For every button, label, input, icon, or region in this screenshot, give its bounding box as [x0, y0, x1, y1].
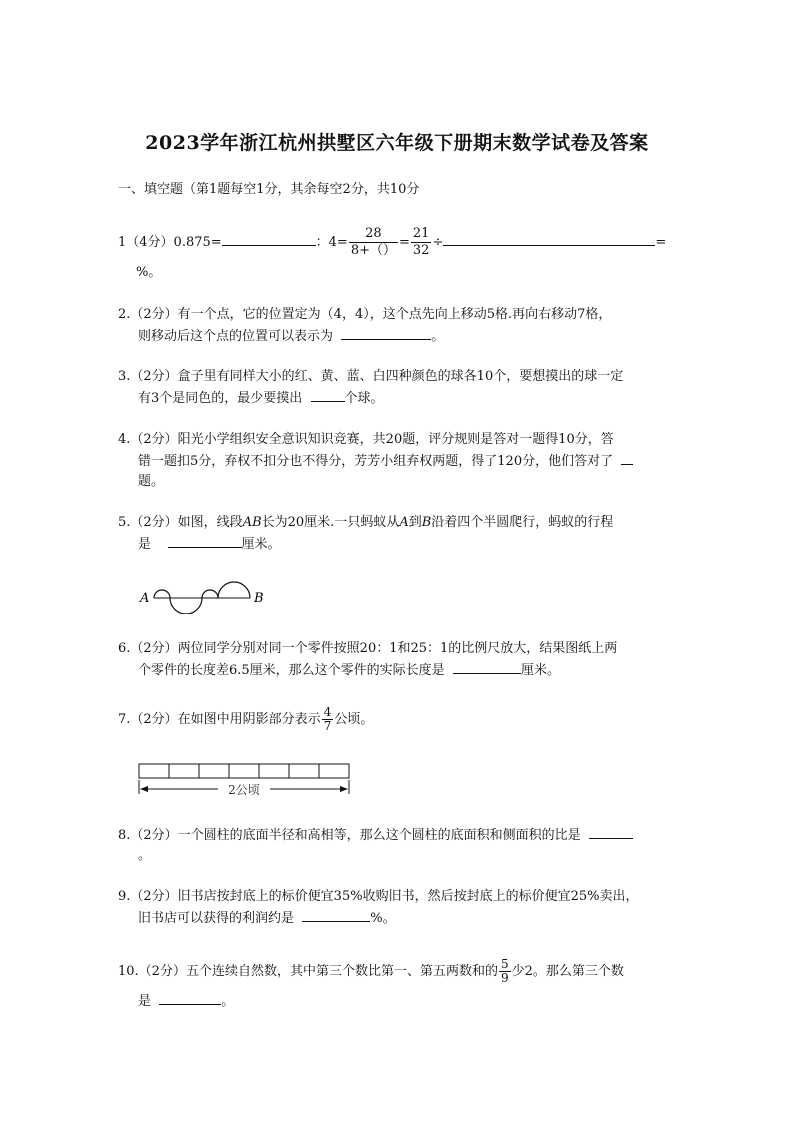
q8-blank[interactable] — [589, 826, 633, 839]
q1-fraction-1: $\frac{28}{8+()}$ — [350, 226, 396, 258]
q10-blank[interactable] — [159, 992, 221, 1005]
semicircle-2 — [170, 598, 202, 614]
question-1 — [118, 226, 666, 259]
semicircle-1 — [154, 590, 170, 598]
question-8-line-2: 。 — [138, 848, 152, 863]
question-9-line-2: 旧书店可以获得的利润约是 %。 — [138, 911, 396, 926]
question-6-line-2: 个零件的长度差6.5厘米，那么这个零件的实际长度是 厘米。 — [138, 663, 560, 678]
question-4-line-2: 错一题扣5分，弃权不扣分也不得分，芳芳小组弃权两题，得了120分，他们答对了 — [138, 452, 633, 471]
semicircle-3 — [202, 590, 218, 598]
question-3-line-1: 3.（2分）盒子里有同样大小的红、黄、蓝、白四种颜色的球各10个，要想摸出的球一定 — [118, 369, 624, 384]
q1-eq: = — [399, 235, 410, 250]
question-3-line-2: 有3个是同色的，最少要摸出 个球。 — [138, 391, 384, 406]
q10-fraction: $\frac{5}{9}$ — [500, 957, 509, 985]
question-4-line-1: 4.（2分）阳光小学组织安全意识知识竞赛，共20题，评分规则是答对一题得10分，答 — [118, 432, 614, 447]
arrow-head-left — [140, 786, 148, 792]
q7-fraction: $\frac{4}{7}$ — [323, 705, 332, 733]
bar-outline — [139, 764, 349, 778]
q9-blank[interactable] — [302, 909, 370, 922]
q6-blank[interactable] — [453, 661, 521, 674]
semicircle-4 — [218, 582, 250, 598]
q1-prefix: 1（4分）0.875= — [118, 235, 222, 250]
question-10-line-2: 是 。 — [138, 994, 235, 1009]
question-5-line-2: 是 厘米。 — [138, 537, 281, 552]
section-heading: 一、填空题（第1题每空1分，其余每空2分，共10分 — [118, 182, 420, 197]
question-10-line-1: 10.（2分）五个连续自然数，其中第三个数比第一、第五两数和的 $\frac{5}{9}$ 少2。那么第三个数 — [118, 957, 624, 985]
q1-div: ÷ — [432, 235, 444, 250]
question-8-line-1: 8.（2分）一个圆柱的底面半径和高相等，那么这个圆柱的底面积和侧面积的比是 — [118, 826, 633, 845]
q1-blank-1[interactable] — [222, 233, 316, 246]
q3-blank[interactable] — [311, 389, 345, 402]
q1-eq2: = — [655, 235, 667, 250]
q4-blank[interactable] — [621, 452, 633, 465]
hectare-bar-figure — [136, 760, 354, 800]
q2-blank[interactable] — [341, 327, 431, 340]
bar-total-label: 2公顷 — [228, 783, 260, 797]
question-2-line-1: 2.（2分）有一个点，它的位置定为（4，4），这个点先向上移动5格.再向右移动7格， — [118, 307, 612, 322]
question-4-line-3: 题。 — [138, 474, 165, 489]
question-5-line-1: 5.（2分）如图，线段AB长为20厘米.一只蚂蚁从A到B沿着四个半圆爬行，蚂蚁的行程 — [118, 515, 614, 530]
question-7: 7.（2分）在如图中用阴影部分表示 $\frac{4}{7}$ 公顷。 — [118, 705, 374, 733]
page-title: 2023学年浙江杭州拱墅区六年级下册期末数学试卷及答案 — [145, 132, 649, 154]
question-6-line-1: 6.（2分）两位同学分别对同一个零件按照20：1和25：1的比例尺放大，结果图纸上两 — [118, 641, 618, 656]
question-9-line-1: 9.（2分）旧书店按封底上的标价便宜35%收购旧书，然后按封底上的标价便宜25%卖出， — [118, 889, 639, 904]
q5-blank[interactable] — [168, 535, 242, 548]
q1-tail: %。 — [136, 265, 162, 280]
q1-blank-2[interactable] — [443, 233, 655, 246]
q1-colon: ：4= — [315, 235, 348, 250]
figure-label-b: B — [254, 591, 264, 606]
q1-fraction-2: $\frac{21}{32}$ — [412, 226, 430, 258]
semicircle-path-figure — [134, 572, 274, 614]
arrow-head-right — [340, 786, 348, 792]
figure-label-a: A — [140, 591, 150, 606]
question-2-line-2: 则移动后这个点的位置可以表示为 。 — [138, 329, 445, 344]
